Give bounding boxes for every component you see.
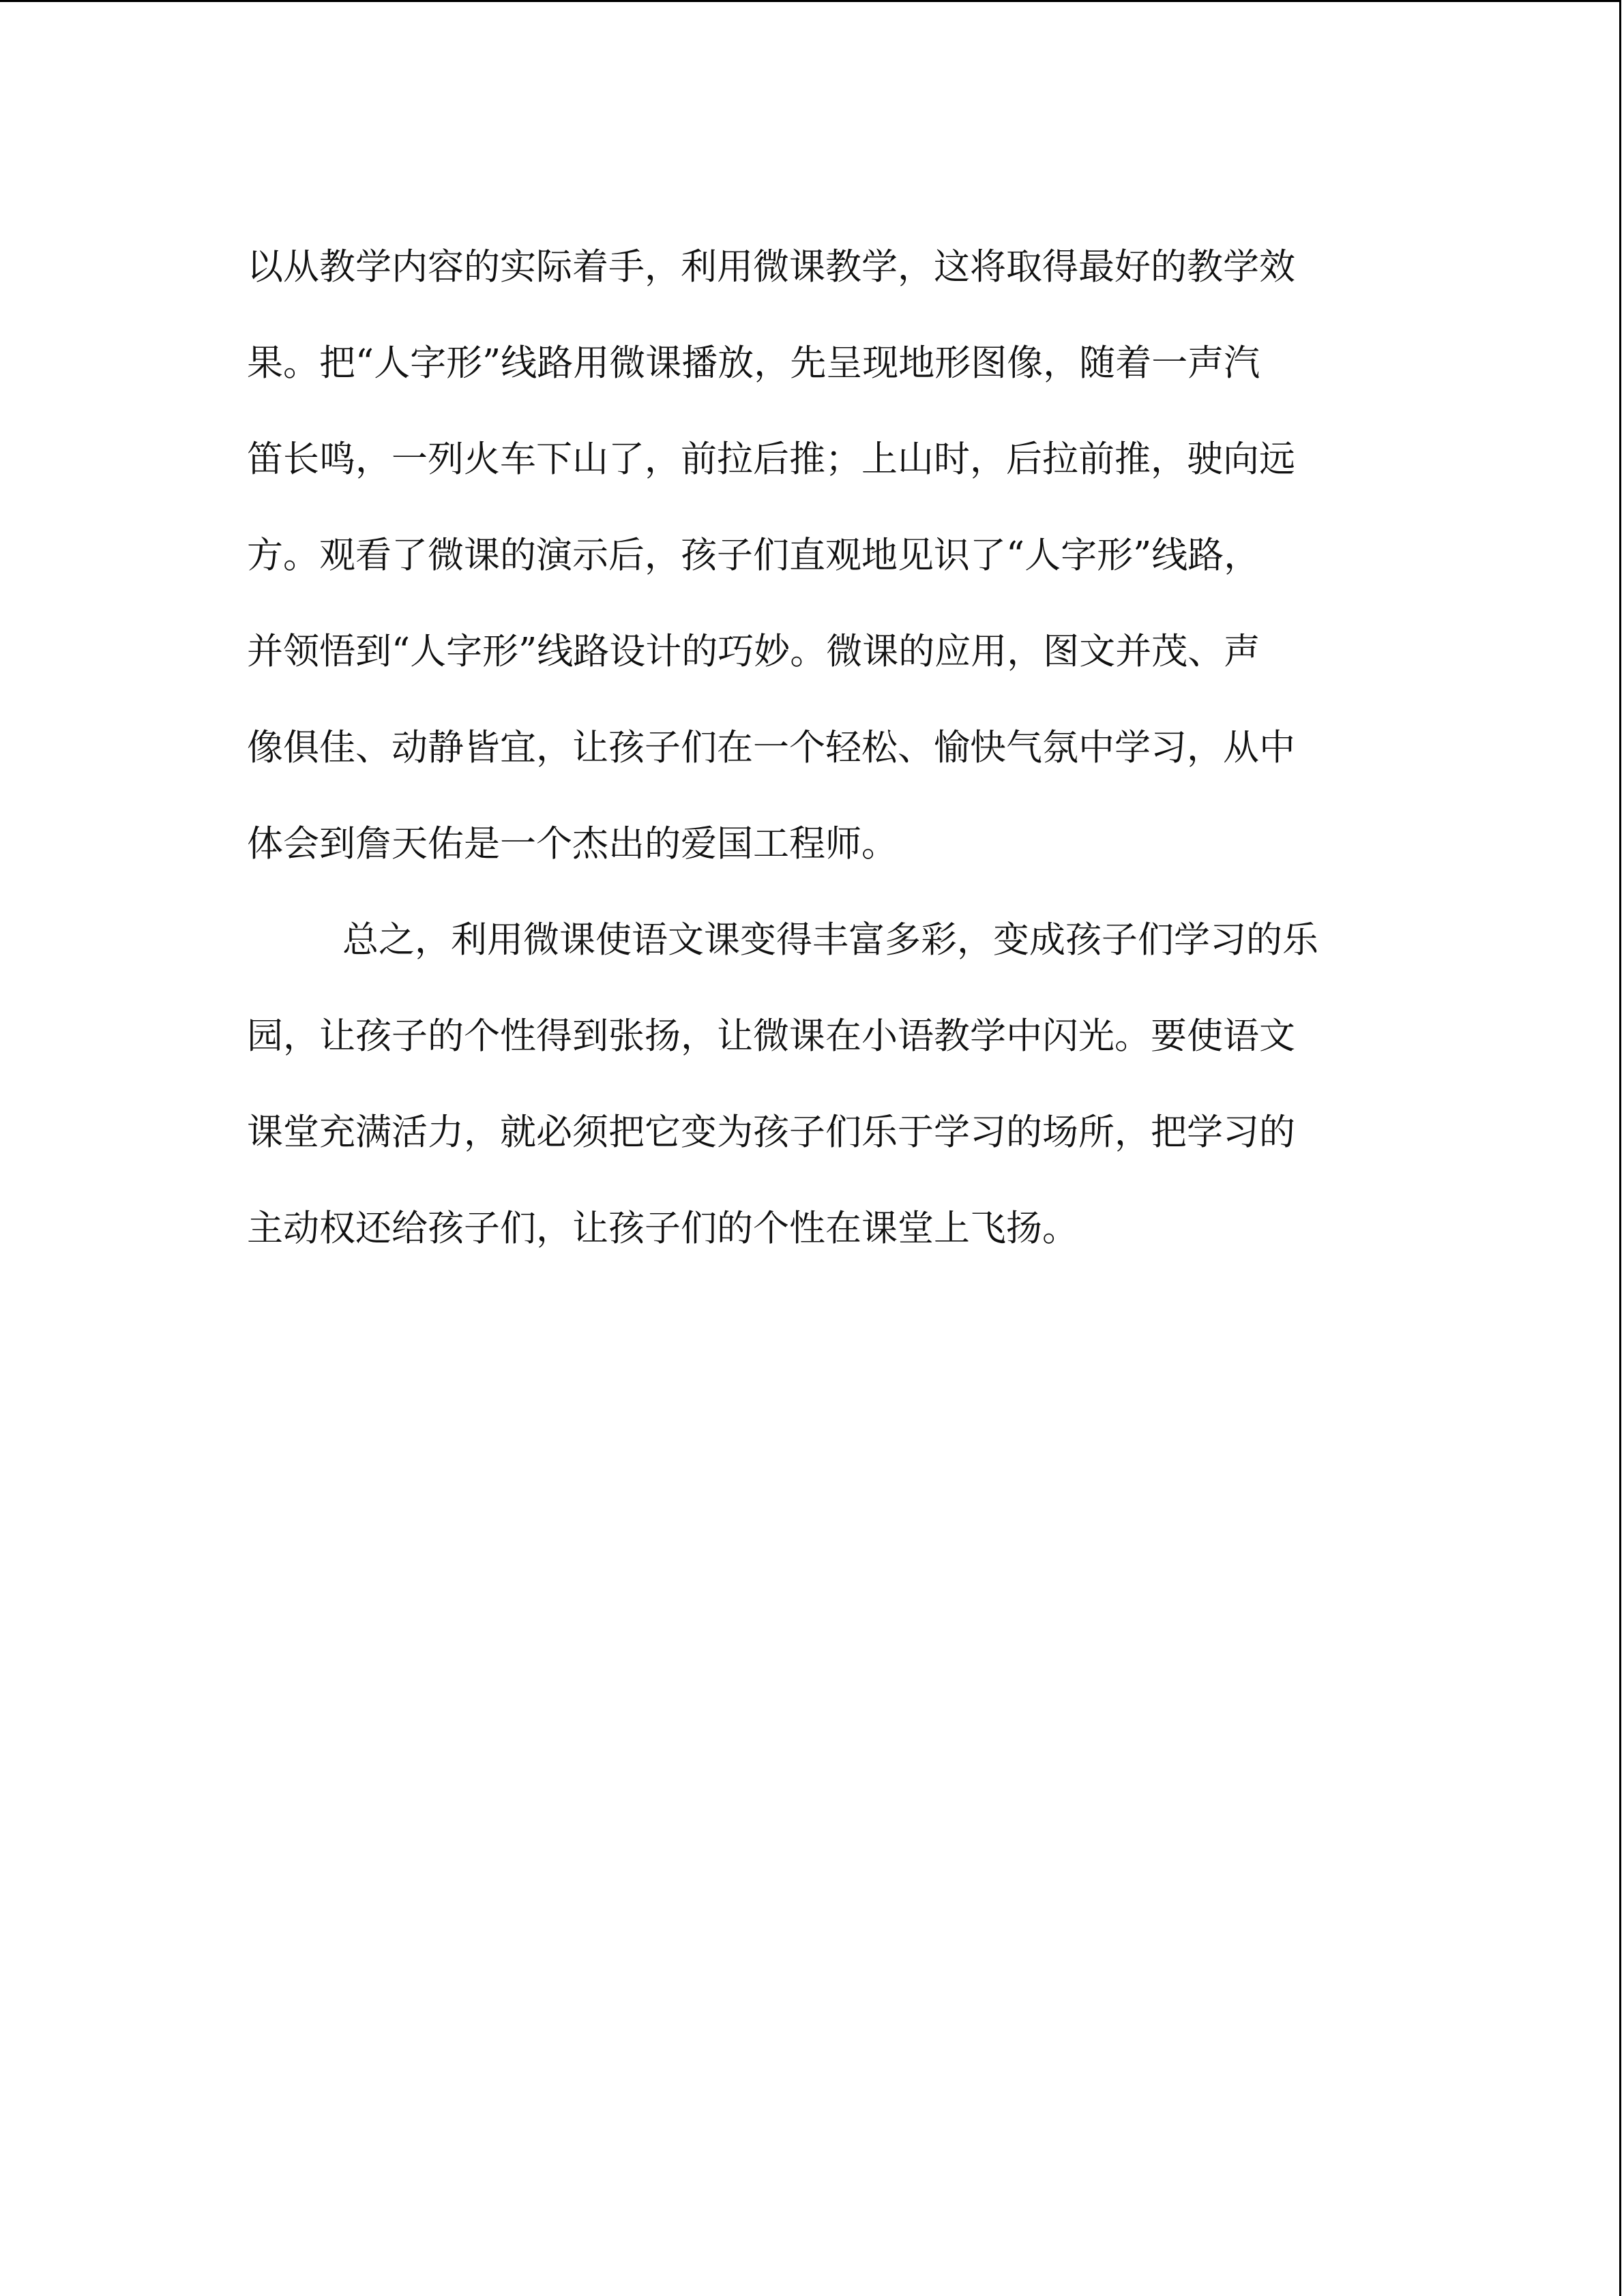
- paragraph-1: [247, 219, 1379, 892]
- paragraph-line: 并领悟到“人字形”线路设计的巧妙。微课的应用，图文并茂、声: [247, 631, 1260, 672]
- paragraph-line: 总之，利用微课使语文课变得丰富多彩，变成孩子们学习的乐: [342, 919, 1318, 961]
- paragraph-line: 主动权还给孩子们，让孩子们的个性在课堂上飞扬。: [247, 1208, 1078, 1249]
- paragraph-line: 果。把“人字形”线路用微课播放，先呈现地形图像，随着一声汽: [247, 342, 1260, 384]
- paragraph-line: 体会到詹天佑是一个杰出的爱国工程师。: [247, 823, 898, 865]
- paragraph-line: 园，让孩子的个性得到张扬，让微课在小语教学中闪光。要使语文: [247, 1015, 1295, 1057]
- paragraph-line: 像俱佳、动静皆宜，让孩子们在一个轻松、愉快气氛中学习，从中: [247, 727, 1295, 769]
- paragraph-line: 以从教学内容的实际着手，利用微课教学，这将取得最好的教学效: [247, 246, 1295, 288]
- paragraph-line: 方。观看了微课的演示后，孩子们直观地见识了“人字形”线路，: [247, 535, 1260, 576]
- document-body: [247, 219, 1379, 1277]
- paragraph-2: [247, 892, 1379, 1277]
- paragraph-line: 课堂充满活力，就必须把它变为孩子们乐于学习的场所，把学习的: [247, 1112, 1295, 1153]
- paragraph-line: 笛长鸣，一列火车下山了，前拉后推；上山时，后拉前推，驶向远: [247, 438, 1295, 480]
